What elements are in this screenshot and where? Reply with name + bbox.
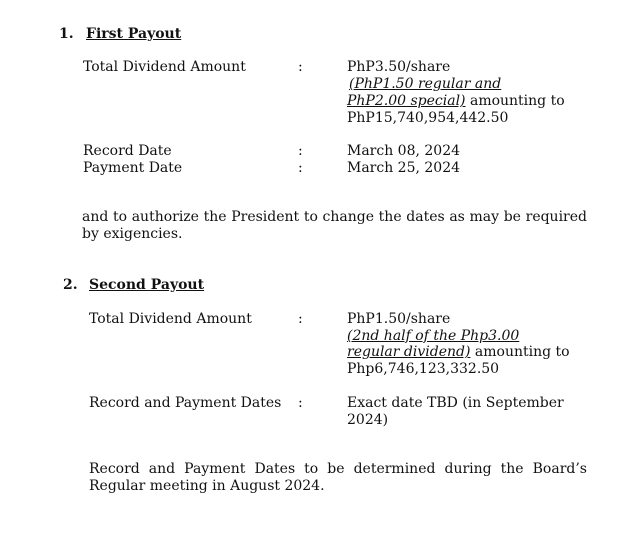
value-dates-line1: Exact date TBD (in September <box>347 395 564 411</box>
value-payment-date: March 25, 2024 <box>347 160 461 176</box>
colon-1a: : <box>298 59 303 75</box>
second-payout-note: Record and Payment Dates to be determined during the Board’s Regular meeting in August 2024. <box>89 461 587 494</box>
colon-1b: : <box>298 143 303 159</box>
value-note-1-line2-em: PhP2.00 special) <box>347 93 466 109</box>
label-total-dividend-amount-1: Total Dividend Amount <box>83 59 246 75</box>
section-number-1: 1. <box>59 26 74 42</box>
value-note-2-line2 <box>347 344 570 361</box>
value-dates-line2: 2024) <box>347 412 389 428</box>
section-title-first-payout: First Payout <box>86 26 182 42</box>
value-total-amount-2: Php6,746,123,332.50 <box>347 361 500 377</box>
label-total-dividend-amount-2: Total Dividend Amount <box>89 311 252 327</box>
colon-2b: : <box>298 395 303 411</box>
value-total-amount-1: PhP15,740,954,442.50 <box>347 110 509 126</box>
section-number-2: 2. <box>63 277 78 293</box>
section-title-second-payout: Second Payout <box>89 277 205 293</box>
colon-2a: : <box>298 311 303 327</box>
value-per-share-2: PhP1.50/share <box>347 311 451 327</box>
label-record-date: Record Date <box>83 143 172 159</box>
amounting-to-1: amounting to <box>465 93 565 109</box>
value-note-1-line2 <box>347 93 565 110</box>
label-record-payment-dates: Record and Payment Dates <box>89 395 282 411</box>
value-note-1-line1: (PhP1.50 regular and <box>349 76 502 92</box>
value-record-date: March 08, 2024 <box>347 143 461 159</box>
value-note-2-line2-em: regular dividend) <box>347 344 471 360</box>
label-payment-date: Payment Date <box>83 160 183 176</box>
amounting-to-2: amounting to <box>470 344 570 360</box>
first-payout-note: and to authorize the President to change the dates as may be required by exigencies. <box>82 209 587 242</box>
value-note-2-line1: (2nd half of the Php3.00 <box>347 328 520 344</box>
colon-1c: : <box>298 160 303 176</box>
value-per-share-1: PhP3.50/share <box>347 59 451 75</box>
